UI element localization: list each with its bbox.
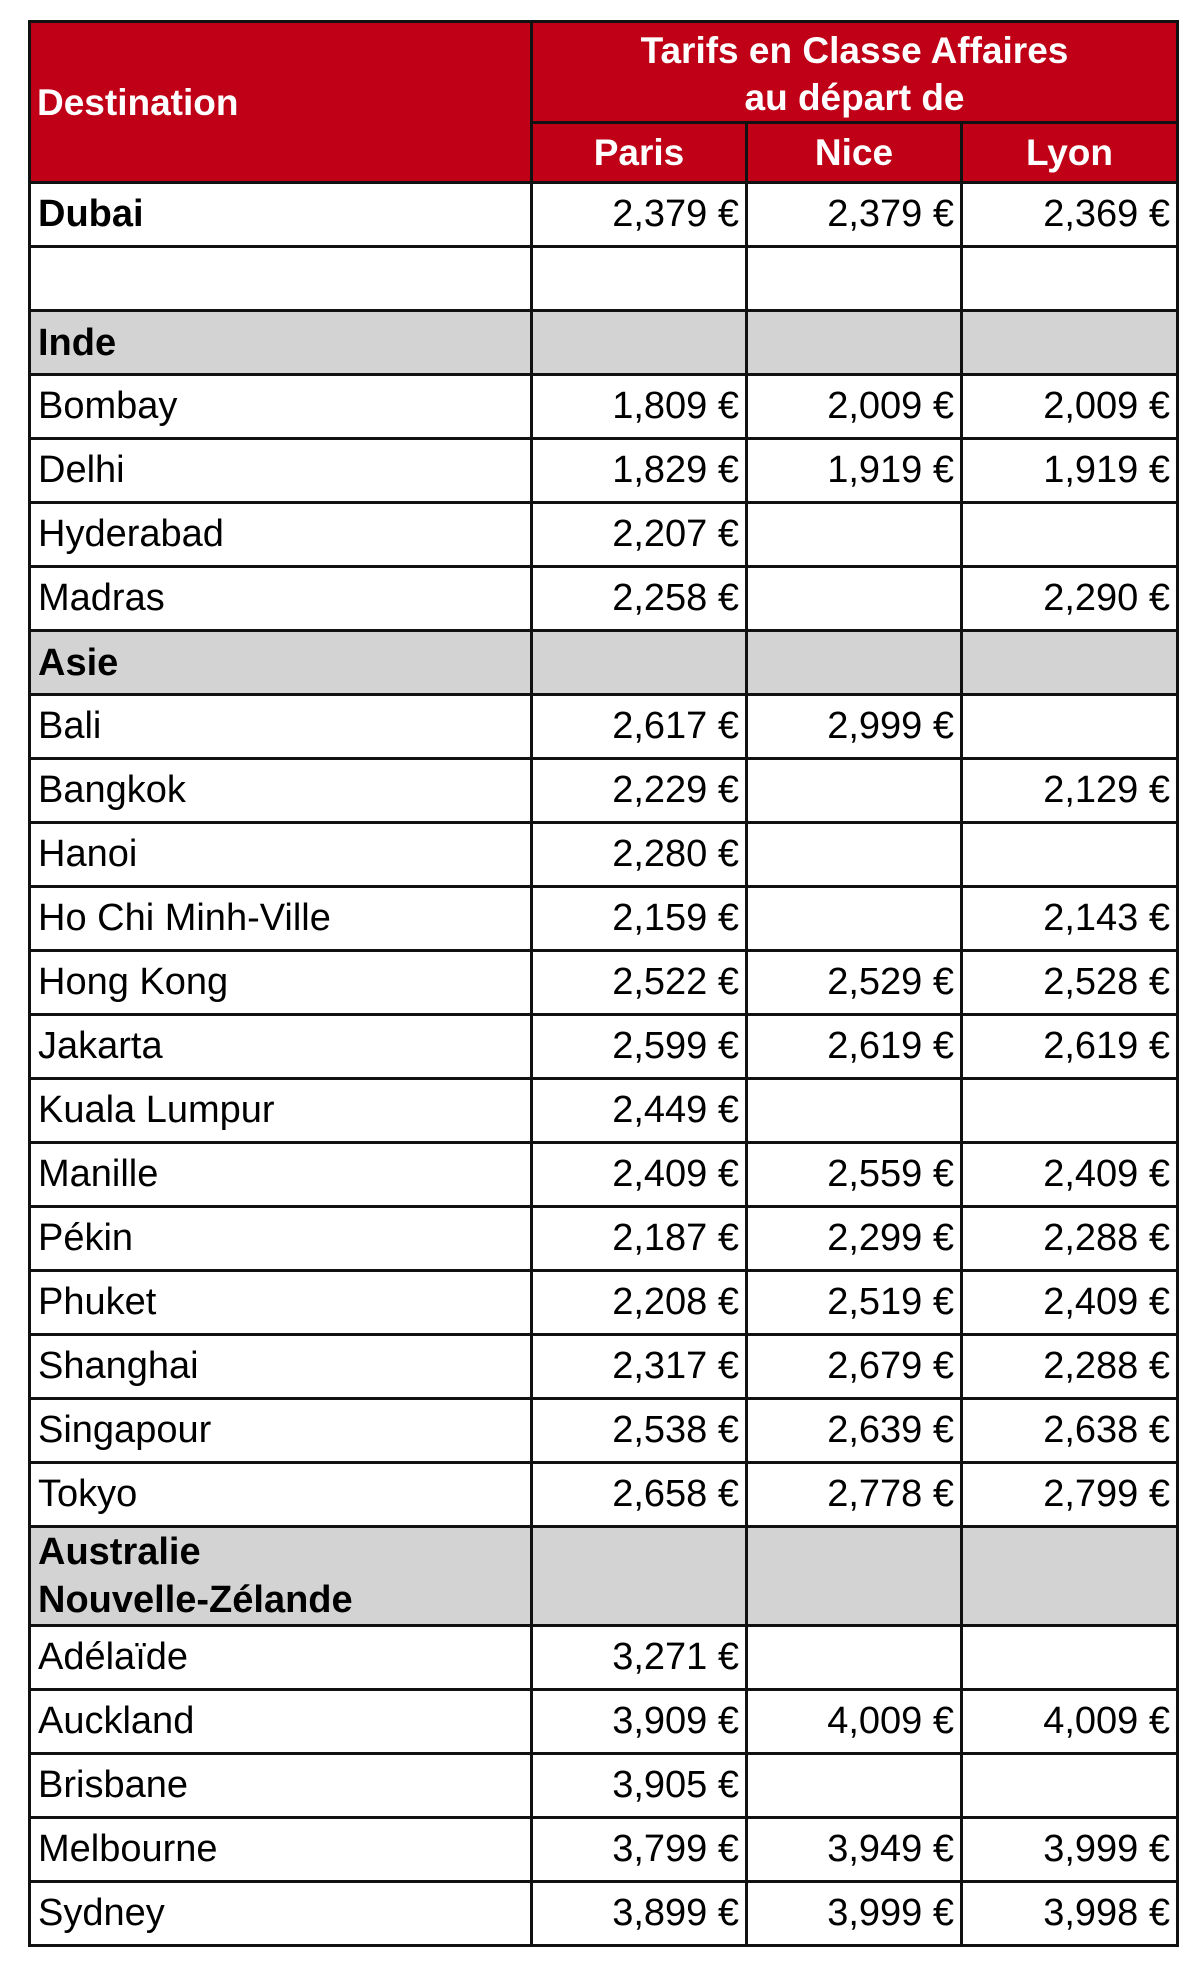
fare-paris [532,247,747,311]
table-row [30,183,1178,247]
table-row [30,567,1178,631]
destination-name [30,247,532,311]
fare-group-title: Tarifs en Classe Affaires [640,30,1069,71]
fare-nice: 3,999 € [747,1882,962,1946]
fare-nice: 2,559 € [747,1143,962,1207]
table-row [30,887,1178,951]
fare-nice: 2,529 € [747,951,962,1015]
fare-nice [747,311,962,375]
fare-nice: 3,949 € [747,1818,962,1882]
table-row [30,1626,1178,1690]
fare-nice: 2,679 € [747,1335,962,1399]
fare-nice: 2,519 € [747,1271,962,1335]
fare-nice [747,759,962,823]
fare-group-subtitle: au départ de [744,77,965,118]
destination-name: Bombay [30,375,532,439]
table-body [30,183,1178,1946]
destination-name: Melbourne [30,1818,532,1882]
fare-nice: 2,778 € [747,1463,962,1527]
table-row [30,1399,1178,1463]
table-row [30,503,1178,567]
section-row [30,311,1178,375]
destination-name: Madras [30,567,532,631]
fare-lyon [962,503,1178,567]
blank-row [30,247,1178,311]
fare-paris: 2,617 € [532,695,747,759]
table-row [30,759,1178,823]
fare-nice: 2,379 € [747,183,962,247]
fare-lyon [962,631,1178,695]
table-row [30,439,1178,503]
destination-name: Hanoi [30,823,532,887]
table-row [30,1207,1178,1271]
table-row [30,1818,1178,1882]
fare-paris [532,631,747,695]
fare-nice [747,503,962,567]
fare-nice [747,1626,962,1690]
fare-paris: 2,599 € [532,1015,747,1079]
fare-nice [747,1079,962,1143]
fare-lyon: 2,528 € [962,951,1178,1015]
fare-paris: 3,909 € [532,1690,747,1754]
table-row [30,1079,1178,1143]
destination-name: Manille [30,1143,532,1207]
fare-paris: 3,905 € [532,1754,747,1818]
destination-name: Bali [30,695,532,759]
section-title [30,1527,532,1626]
destination-name: Adélaïde [30,1626,532,1690]
fare-lyon: 3,999 € [962,1818,1178,1882]
city-header-nice: Nice [747,123,962,183]
section-title: Asie [30,631,532,695]
fare-paris: 2,159 € [532,887,747,951]
fare-paris: 1,829 € [532,439,747,503]
fare-lyon: 2,009 € [962,375,1178,439]
fare-lyon [962,1527,1178,1626]
destination-name: Jakarta [30,1015,532,1079]
fare-nice [747,823,962,887]
table-row [30,695,1178,759]
table-row [30,1463,1178,1527]
fare-paris: 2,207 € [532,503,747,567]
section-title-line1: Australie [38,1531,201,1573]
fare-lyon: 2,638 € [962,1399,1178,1463]
fare-paris [532,311,747,375]
fare-lyon [962,695,1178,759]
table-row [30,1271,1178,1335]
table-row [30,1143,1178,1207]
destination-name: Phuket [30,1271,532,1335]
fare-lyon: 2,288 € [962,1207,1178,1271]
fare-nice: 1,919 € [747,439,962,503]
fare-paris: 1,809 € [532,375,747,439]
destination-name: Singapour [30,1399,532,1463]
header-row-top [30,22,1178,123]
section-title: Inde [30,311,532,375]
destination-header: Destination [30,22,532,183]
fare-lyon [962,247,1178,311]
fare-lyon: 2,129 € [962,759,1178,823]
fares-table [28,20,1179,1947]
fare-lyon: 2,409 € [962,1271,1178,1335]
fare-nice: 2,639 € [747,1399,962,1463]
fare-group-header [532,22,1178,123]
fare-paris: 2,258 € [532,567,747,631]
fare-paris: 2,538 € [532,1399,747,1463]
destination-name: Brisbane [30,1754,532,1818]
destination-name: Pékin [30,1207,532,1271]
table-row [30,1690,1178,1754]
fare-paris: 2,658 € [532,1463,747,1527]
fare-lyon: 2,799 € [962,1463,1178,1527]
fare-nice: 4,009 € [747,1690,962,1754]
fare-lyon: 2,619 € [962,1015,1178,1079]
fare-paris: 3,899 € [532,1882,747,1946]
destination-name: Dubai [30,183,532,247]
city-header-paris: Paris [532,123,747,183]
destination-name: Shanghai [30,1335,532,1399]
table-row [30,951,1178,1015]
table-row [30,375,1178,439]
table-row [30,1335,1178,1399]
destination-name: Ho Chi Minh-Ville [30,887,532,951]
destination-name: Bangkok [30,759,532,823]
fare-paris: 3,799 € [532,1818,747,1882]
fare-paris: 2,317 € [532,1335,747,1399]
fare-nice: 2,299 € [747,1207,962,1271]
fare-lyon: 1,919 € [962,439,1178,503]
fare-paris: 2,379 € [532,183,747,247]
fare-nice: 2,619 € [747,1015,962,1079]
fare-lyon: 2,290 € [962,567,1178,631]
fare-nice: 2,009 € [747,375,962,439]
destination-name: Auckland [30,1690,532,1754]
fare-lyon: 2,143 € [962,887,1178,951]
fare-lyon: 2,409 € [962,1143,1178,1207]
fare-lyon: 3,998 € [962,1882,1178,1946]
fare-nice [747,1754,962,1818]
city-header-lyon: Lyon [962,123,1178,183]
fare-paris: 2,208 € [532,1271,747,1335]
destination-name: Hyderabad [30,503,532,567]
fare-paris: 3,271 € [532,1626,747,1690]
section-row [30,1527,1178,1626]
fare-nice [747,567,962,631]
fare-lyon: 2,369 € [962,183,1178,247]
fare-lyon [962,311,1178,375]
destination-name: Hong Kong [30,951,532,1015]
fare-lyon [962,823,1178,887]
destination-name: Kuala Lumpur [30,1079,532,1143]
table-row [30,823,1178,887]
destination-name: Tokyo [30,1463,532,1527]
fare-paris: 2,280 € [532,823,747,887]
fare-paris: 2,449 € [532,1079,747,1143]
fare-lyon [962,1626,1178,1690]
fare-nice [747,1527,962,1626]
fare-lyon [962,1079,1178,1143]
fare-nice [747,887,962,951]
section-title-line2: Nouvelle-Zélande [38,1579,353,1621]
table-row [30,1882,1178,1946]
fare-paris: 2,522 € [532,951,747,1015]
table-header [30,22,1178,183]
fare-paris: 2,409 € [532,1143,747,1207]
fare-nice [747,631,962,695]
fare-paris [532,1527,747,1626]
fare-nice [747,247,962,311]
fare-paris: 2,229 € [532,759,747,823]
fare-lyon [962,1754,1178,1818]
section-row [30,631,1178,695]
fare-paris: 2,187 € [532,1207,747,1271]
table-row [30,1754,1178,1818]
fare-nice: 2,999 € [747,695,962,759]
table-row [30,1015,1178,1079]
destination-name: Delhi [30,439,532,503]
destination-name: Sydney [30,1882,532,1946]
fare-lyon: 4,009 € [962,1690,1178,1754]
fare-lyon: 2,288 € [962,1335,1178,1399]
